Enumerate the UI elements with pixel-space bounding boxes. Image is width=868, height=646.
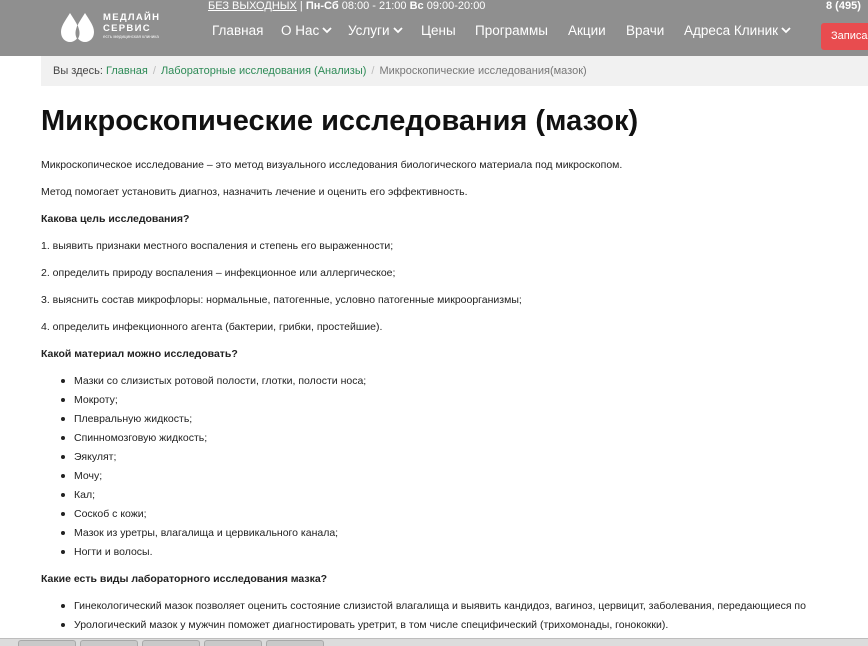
material-list-item: Ногти и волосы. bbox=[74, 546, 153, 558]
breadcrumb-prefix: Вы здесь: bbox=[53, 65, 103, 77]
chevron-down-icon bbox=[322, 26, 332, 34]
nav-item-label: Главная bbox=[212, 23, 264, 38]
purpose-paragraph: Метод помогает установить диагноз, назначить лечение и оценить его эффективность. bbox=[41, 186, 468, 198]
material-list-item: Мазок из уретры, влагалища и цервикального канала; bbox=[74, 527, 339, 539]
site-logo[interactable] bbox=[60, 11, 180, 43]
goal-item: 3. выяснить состав микрофлоры: нормальные, патогенные, условно патогенные микроорганизмы; bbox=[41, 294, 522, 306]
material-list-item: Мочу; bbox=[74, 470, 103, 482]
material-list-item: Мазки со слизистых ротовой полости, глотки, полости носа; bbox=[74, 375, 367, 387]
nav-item-label: Услуги bbox=[348, 23, 390, 38]
phone-number[interactable]: 8 (495) bbox=[826, 0, 861, 12]
types-list-item: Гинекологический мазок позволяет оценить состояние слизистой влагалища и выявить кандидоз, вагиноз, цервицит, заболевания, передающиеся по bbox=[74, 600, 806, 612]
nav-item-prices[interactable] bbox=[421, 22, 456, 40]
goal-heading: Какова цель исследования? bbox=[41, 213, 190, 225]
taskbar bbox=[0, 638, 868, 646]
logo-name-line2: СЕРВИС bbox=[103, 23, 151, 34]
logo-name bbox=[103, 12, 183, 34]
nav-item-promotions[interactable] bbox=[568, 22, 606, 40]
nav-item-label: Цены bbox=[421, 23, 456, 38]
appointment-button[interactable]: Записа bbox=[821, 23, 868, 50]
logo-tagline: есть медицинская клиника bbox=[103, 34, 159, 39]
taskbar-button[interactable] bbox=[266, 640, 324, 646]
material-list-item: Спинномозговую жидкость; bbox=[74, 432, 208, 444]
nav-item-label: Врачи bbox=[626, 23, 665, 38]
breadcrumb-link-lab-tests[interactable]: Лабораторные исследования (Анализы) bbox=[160, 65, 367, 77]
types-heading: Какие есть виды лабораторного исследования мазка? bbox=[41, 573, 328, 585]
breadcrumb-separator: / bbox=[152, 65, 156, 77]
material-heading: Какой материал можно исследовать? bbox=[41, 348, 238, 360]
material-list-item: Мокроту; bbox=[74, 394, 118, 406]
nav-item-programs[interactable] bbox=[475, 22, 548, 40]
page-title: Микроскопические исследования (мазок) bbox=[41, 105, 639, 137]
taskbar-button[interactable] bbox=[204, 640, 262, 646]
nav-item-label: Адреса Клиник bbox=[684, 23, 779, 38]
material-list-item: Эякулят; bbox=[74, 451, 117, 463]
nav-item-doctors[interactable] bbox=[626, 22, 664, 40]
logo-name-line1: МЕДЛАЙН bbox=[103, 12, 161, 23]
breadcrumb bbox=[41, 56, 868, 86]
nav-item-services[interactable] bbox=[348, 22, 403, 40]
site-header bbox=[0, 0, 868, 56]
goal-item: 2. определить природу воспаления – инфекционное или аллергическое; bbox=[41, 267, 396, 279]
nav-item-label: О Нас bbox=[281, 23, 320, 38]
nav-item-clinic-addresses[interactable] bbox=[684, 22, 791, 40]
goal-item: 4. определить инфекционного агента (бактерии, грибки, простейшие). bbox=[41, 321, 383, 333]
weekend-link[interactable]: БЕЗ ВЫХОДНЫХ bbox=[208, 0, 297, 12]
hours-divider: | bbox=[296, 0, 306, 12]
nav-item-about[interactable] bbox=[281, 22, 332, 40]
nav-item-label: Программы bbox=[475, 23, 548, 38]
types-list-item: Урологический мазок у мужчин поможет диагностировать уретрит, в том числе специфический (трихомонады, гонококки). bbox=[74, 619, 669, 631]
chevron-down-icon bbox=[393, 26, 403, 34]
taskbar-button[interactable] bbox=[18, 640, 76, 646]
working-hours bbox=[208, 0, 485, 13]
taskbar-button[interactable] bbox=[142, 640, 200, 646]
goal-item: 1. выявить признаки местного воспаления и степень его выраженности; bbox=[41, 240, 394, 252]
logo-drops-icon bbox=[60, 11, 96, 43]
intro-paragraph: Микроскопическое исследование – это метод визуального исследования биологического материала под микроскопом. bbox=[41, 159, 623, 171]
nav-item-home[interactable] bbox=[212, 22, 263, 40]
breadcrumb-separator: / bbox=[371, 65, 375, 77]
nav-item-label: Акции bbox=[568, 23, 606, 38]
sunday-hours: 09:00-20:00 bbox=[423, 0, 486, 12]
taskbar-button[interactable] bbox=[80, 640, 138, 646]
material-list-item: Кал; bbox=[74, 489, 95, 501]
chevron-down-icon bbox=[781, 26, 791, 34]
sunday-label: Вс bbox=[409, 0, 424, 12]
weekdays-hours: 08:00 - 21:00 bbox=[338, 0, 410, 12]
weekdays-label: Пн-Сб bbox=[305, 0, 339, 12]
breadcrumb-current: Микроскопические исследования(мазок) bbox=[379, 65, 587, 77]
material-list-item: Плевральную жидкость; bbox=[74, 413, 193, 425]
breadcrumb-link-home[interactable]: Главная bbox=[106, 65, 148, 77]
material-list-item: Соскоб с кожи; bbox=[74, 508, 147, 520]
